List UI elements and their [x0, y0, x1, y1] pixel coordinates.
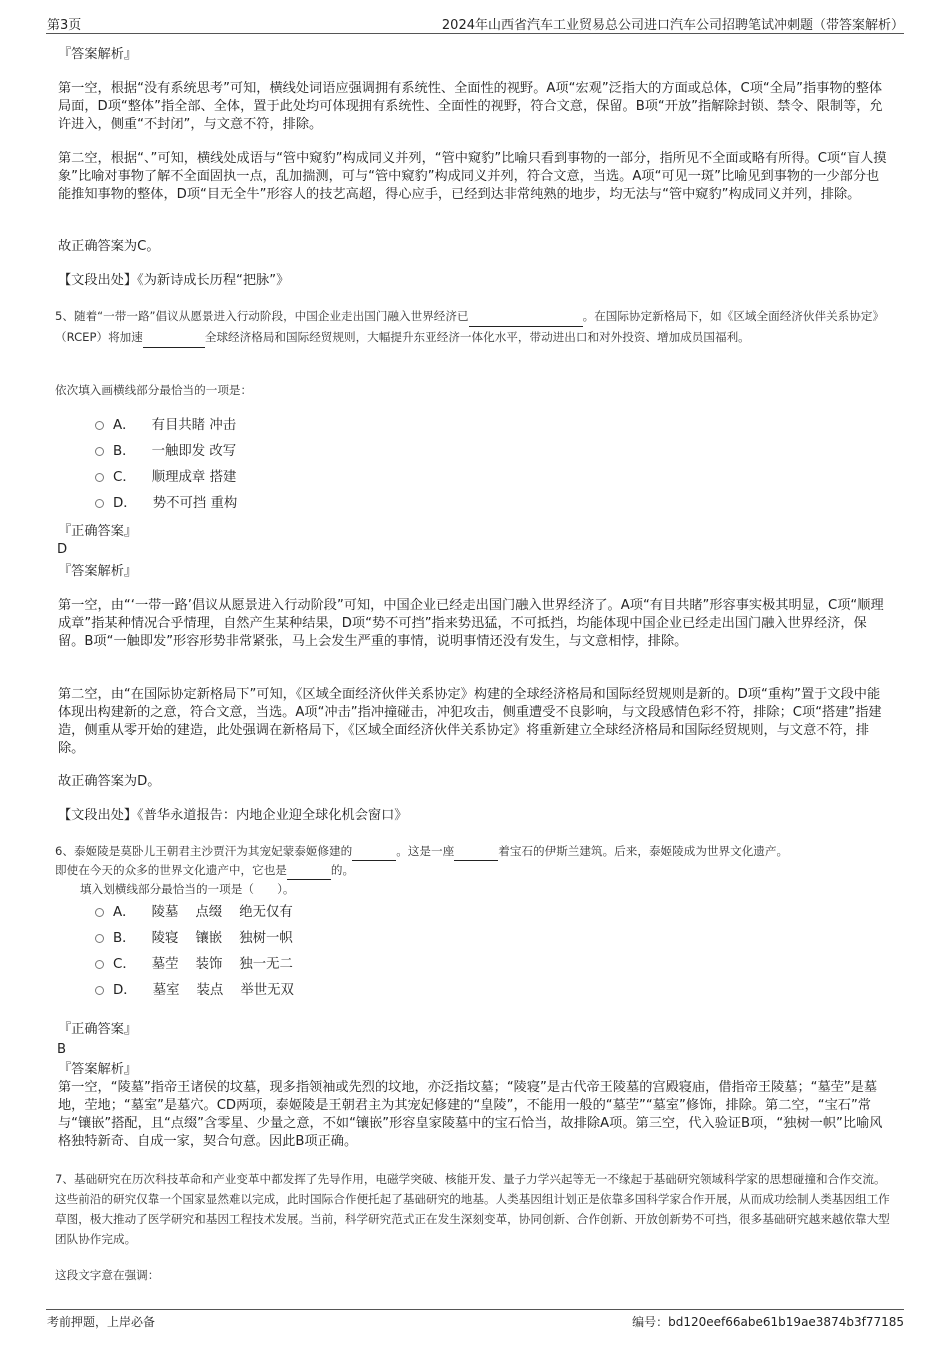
- q5-analysis-para2: 第二空，由“在国际协定新格局下”可知，《区域全面经济伙伴关系协定》构建的全球经济格局和国际经贸规则是新的。D项“重构”置于文段中能体现出构建新的之意，符合文意，当选。A项“冲击”指冲撞碰击，冲犯攻击，侧重遭受不良影响，与文段感情色彩不符，排除；C项“搭建”指建造，侧重从零开始的建造，此处强调在新格局下，《区域全面经济伙伴关系协定》将重新建立全球经济格局和国际经贸规则，与文意不符，排除。: [58, 687, 882, 756]
- q6-stem: [55, 842, 895, 861]
- q5-blank-1: [469, 306, 583, 327]
- radio-icon[interactable]: [95, 986, 104, 995]
- radio-icon[interactable]: [95, 908, 104, 917]
- q6-option-a[interactable]: [95, 902, 294, 928]
- radio-icon[interactable]: [95, 499, 104, 508]
- q6-stem-part3: 着宝石的伊斯兰建筑。后来，泰姬陵成为世界文化遗产。: [498, 844, 789, 858]
- prev-source: 【文段出处】《为新诗成长历程“把脉”》: [58, 273, 290, 288]
- q5-source: 【文段出处】《普华永道报告：内地企业迎全球化机会窗口》: [58, 808, 408, 823]
- q5-stem-part2: 。在国际协定新格局下，如《区域全面经济伙伴关系协定》（RCEP）将加速: [55, 309, 885, 344]
- q5-stem-part3: 全球经济格局和国际经贸规则，大幅提升东亚经济一体化水平，带动进出口和对外投资、增加成员国福利。: [204, 330, 750, 344]
- q6-stem-part5: 的。: [330, 863, 355, 877]
- q7-stem: 7、基础研究在历次科技革命和产业变革中都发挥了先导作用，电磁学突破、核能开发、量子力学兴起等无一不缘起于基础研究领域科学家的思想碰撞和合作交流。这些前沿的研究仅靠一个国家显然难以完成，此时国际合作便托起了基础研究的地基。人类基因组计划正是依靠多国科学家合作开展，从而成功绘制人类基因组工作草图，极大推动了医学研究和基因工程技术发展。当前，科学研究范式正在发生深刻变革，协同创新、合作创新、开放创新势不可挡，很多基础研究越来越依靠大型团队协作完成。: [55, 1172, 890, 1246]
- document-id: 编号：bd120eef66abe61b19ae3874b3f77185: [632, 1315, 904, 1329]
- q6-blank-2: [454, 842, 498, 861]
- option-word-3: 独树一帜: [239, 931, 293, 946]
- option-word-1: 墓茔: [151, 957, 179, 972]
- option-word-2: 装点: [196, 983, 224, 998]
- prev-conclusion: 故正确答案为C。: [58, 239, 160, 254]
- prev-analysis-para1: 第一空，根据“没有系统思考”可知，横线处词语应强调拥有系统性、全面性的视野。A项“宏观”泛指大的方面或总体，C项“全局”指事物的整体局面，D项“整体”指全部、全体，置于此处均可体现拥有系统性、全面性的视野，符合文意，保留。B项“开放”指解除封锁、禁令、限制等，允许进入，侧重“不封闭”，与文意不符，排除。: [58, 81, 883, 132]
- footer-divider: [46, 1309, 904, 1310]
- q6-option-c[interactable]: [95, 954, 294, 980]
- q6-answer: B: [57, 1042, 67, 1057]
- q5-answer: D: [57, 542, 68, 557]
- document-title: 2024年山西省汽车工业贸易总公司进口汽车公司招聘笔试冲刺题（带答案解析）: [441, 18, 904, 33]
- q5-analysis-label: 『答案解析』: [58, 564, 138, 579]
- q6-blank-3: [287, 861, 331, 880]
- q7-prompt: 这段文字意在强调：: [55, 1268, 160, 1282]
- q6-prompt: 填入划横线部分最恰当的一项是（ ）。: [80, 882, 295, 896]
- q5-blank-2: [143, 327, 205, 348]
- q5-options: [95, 415, 237, 519]
- option-letter: B．: [113, 931, 136, 946]
- q5-option-a[interactable]: [95, 415, 237, 441]
- option-letter: A．: [113, 905, 136, 920]
- q5-analysis-para1: 第一空，由“‘一带一路’倡议从愿景进入行动阶段”可知，中国企业已经走出国门融入世界经济了。A项“有目共睹”形容事实极其明显，C项“顺理成章”指某种情况合乎情理，自然产生某种结果，D项“势不可挡”指来势迅猛，不可抵挡，均能体现中国企业已经走出国门融入世界经济，保留。B项“一触即发”形容形势非常紧张，马上会发生严重的事情，说明事情还没有发生，与文意相悖，排除。: [58, 598, 884, 649]
- option-word-2: 点缀: [195, 905, 223, 920]
- header-divider: [46, 33, 904, 34]
- option-word-3: 独一无二: [239, 957, 293, 972]
- q5-option-d[interactable]: [95, 493, 237, 519]
- q5-prompt: 依次填入画横线部分最恰当的一项是：: [55, 383, 253, 397]
- option-word-3: 举世无双: [240, 983, 294, 998]
- q5-conclusion: 故正确答案为D。: [58, 774, 161, 789]
- q6-option-d[interactable]: [95, 980, 294, 1006]
- page-number: 第3页: [47, 18, 82, 33]
- option-letter: D．: [113, 983, 137, 998]
- option-text: 顺理成章 搭建: [151, 470, 237, 485]
- q5-option-c[interactable]: [95, 467, 237, 493]
- option-text: 一触即发 改写: [151, 444, 237, 459]
- option-letter: A．: [113, 418, 136, 433]
- option-word-1: 陵寝: [151, 931, 179, 946]
- option-text: 势不可挡 重构: [152, 496, 238, 511]
- option-text: 有目共睹 冲击: [151, 418, 237, 433]
- radio-icon[interactable]: [95, 447, 104, 456]
- q6-stem-part1: 6、泰姬陵是莫卧儿王朝君主沙贾汗为其宠妃蒙泰姬修建的: [55, 844, 353, 858]
- q6-stem-part4: 即使在今天的众多的世界文化遗产中，它也是: [55, 863, 287, 877]
- radio-icon[interactable]: [95, 473, 104, 482]
- option-letter: C．: [113, 470, 136, 485]
- option-word-1: 墓室: [152, 983, 180, 998]
- q6-analysis-para1: 第一空，“陵墓”指帝王诸侯的坟墓，现多指领袖或先烈的坟地，亦泛指坟墓；“陵寝”是古代帝王陵墓的宫殿寝庙，借指帝王陵墓；“墓茔”是墓地，茔地；“墓室”是墓穴。CD两项，泰姬陵是王朝君主为其宠妃修建的“皇陵”，不能用一般的“墓茔”“墓室”修饰，排除。第二空，“宝石”常与“镶嵌”搭配，且“点缀”含零星、少量之意，不如“镶嵌”形容皇家陵墓中的宝石恰当，故排除A项。第三空，代入验证B项，“独树一帜”比喻风格独特新奇、自成一家，契合句意。因此B项正确。: [58, 1080, 883, 1149]
- q6-stem-line2: [55, 861, 895, 880]
- prev-analysis-para2: 第二空，根据“、”可知，横线处成语与“管中窥豹”构成同义并列，“管中窥豹”比喻只看到事物的一部分，指所见不全面或略有所得。C项“盲人摸象”比喻对事物了解不全面固执一点，乱加揣测，可与“管中窥豹”构成同义并列，符合文意，当选。A项“可见一斑”比喻见到事物的一少部分也能推知事物的整体，D项“目无全牛”形容人的技艺高超，得心应手，已经到达非常纯熟的地步，均无法与“管中窥豹”构成同义并列，排除。: [58, 151, 887, 202]
- option-word-2: 装饰: [195, 957, 223, 972]
- radio-icon[interactable]: [95, 934, 104, 943]
- q5-correct-label: 『正确答案』: [58, 524, 138, 539]
- q6-blank-1: [352, 842, 396, 861]
- q6-option-b[interactable]: [95, 928, 294, 954]
- option-letter: B．: [113, 444, 136, 459]
- option-letter: D．: [113, 496, 137, 511]
- q5-stem-part1: 5、随着“一带一路”倡议从愿景进入行动阶段，中国企业走出国门融入世界经济已: [55, 309, 469, 323]
- option-word-2: 镶嵌: [195, 931, 223, 946]
- radio-icon[interactable]: [95, 960, 104, 969]
- q6-analysis-label: 『答案解析』: [58, 1062, 138, 1077]
- q5-stem: [55, 306, 895, 348]
- q6-stem-part2: 。这是一座: [396, 844, 455, 858]
- radio-icon[interactable]: [95, 421, 104, 430]
- option-word-1: 陵墓: [151, 905, 179, 920]
- footer-slogan: 考前押题，上岸必备: [47, 1315, 156, 1329]
- option-letter: C．: [113, 957, 136, 972]
- prev-analysis-label: 『答案解析』: [58, 47, 138, 62]
- option-word-3: 绝无仅有: [239, 905, 293, 920]
- q6-correct-label: 『正确答案』: [58, 1022, 138, 1037]
- q6-options: [95, 902, 294, 1006]
- q5-option-b[interactable]: [95, 441, 237, 467]
